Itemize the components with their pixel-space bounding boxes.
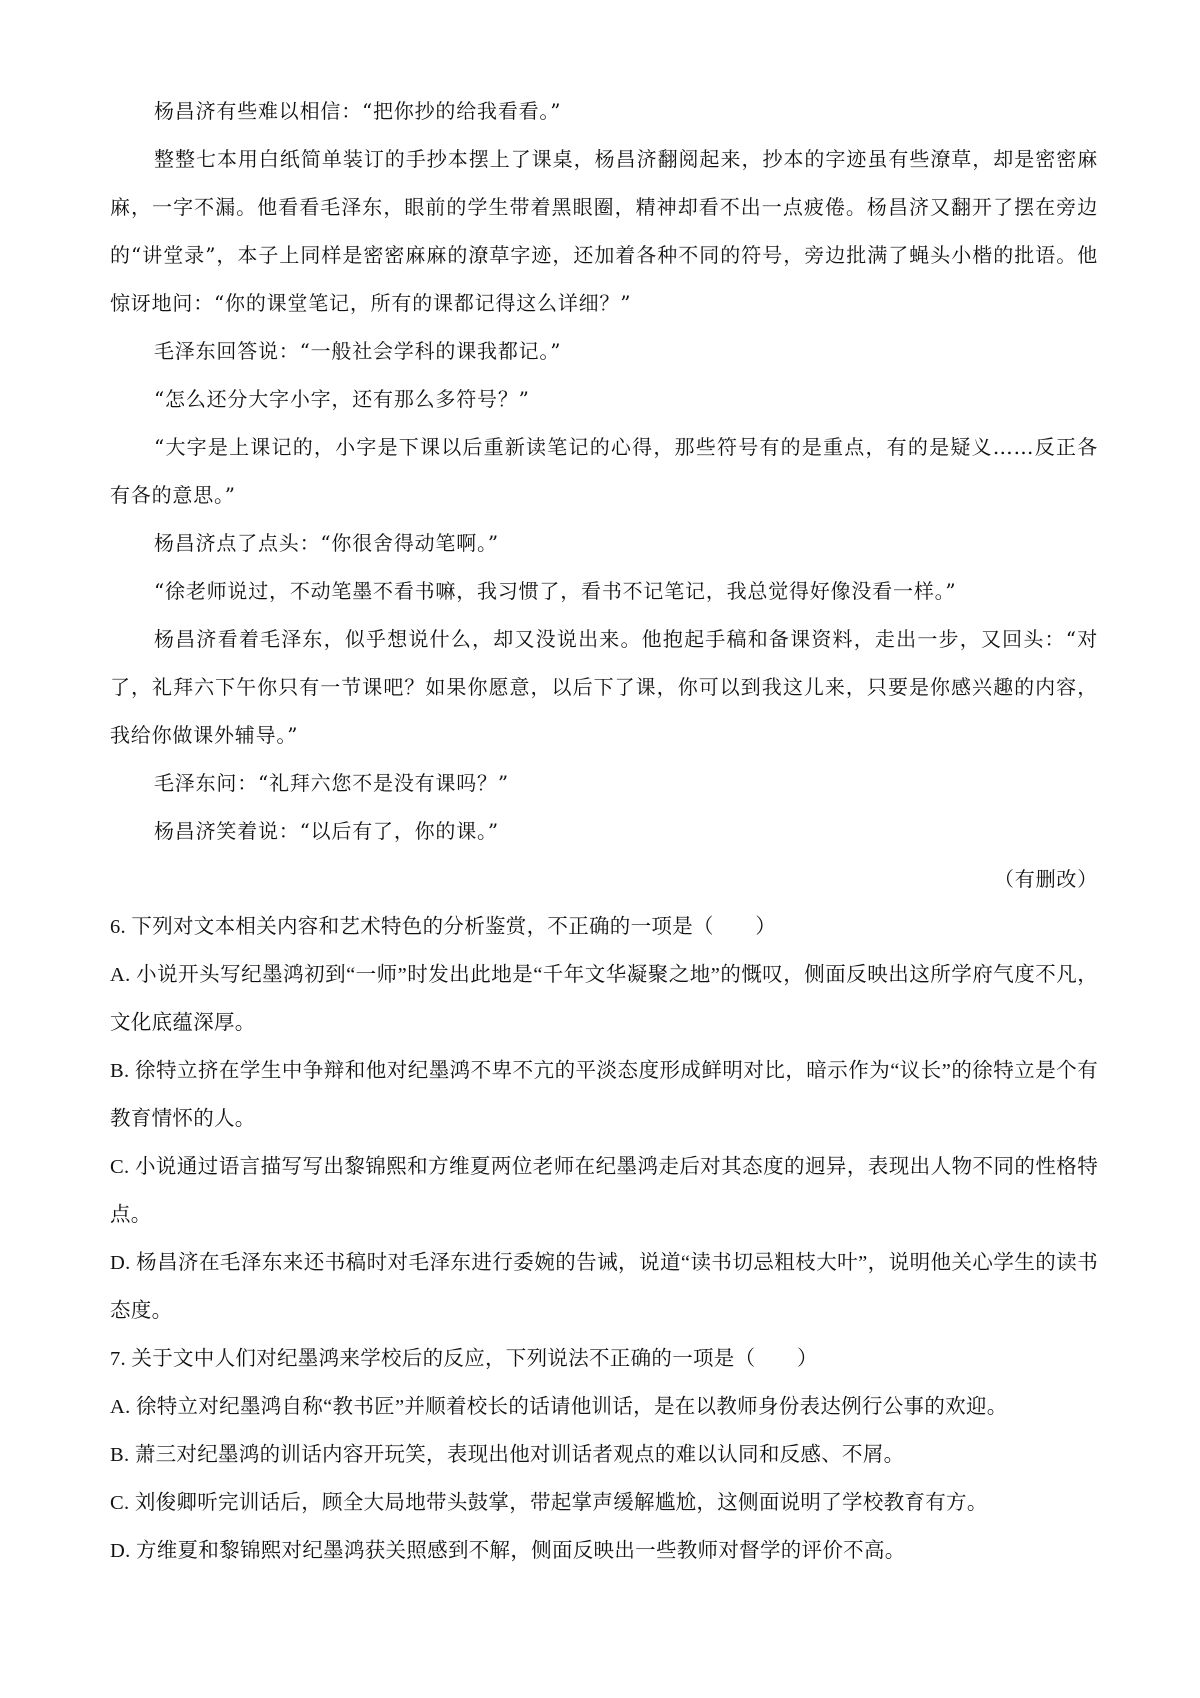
question-6 <box>110 903 1098 1335</box>
option-d: D. 方维夏和黎锦熙对纪墨鸿获关照感到不解，侧面反映出一些教师对督学的评价不高。 <box>110 1540 906 1562</box>
question-list <box>110 903 1098 1575</box>
passage-paragraph: 杨昌济有些难以相信：“把你抄的给我看看。” <box>154 99 562 123</box>
option-b: B. 萧三对纪墨鸿的训话内容开玩笑，表现出他对训话者观点的难以认同和反感、不屑。 <box>110 1444 905 1466</box>
passage-paragraph: 杨昌济看着毛泽东，似乎想说什么，却又没说出来。他抱起手稿和备课资料，走出一步，又回头：“对了，礼拜六下午你只有一节课吧？如果你愿意，以后下了课，你可以到我这儿来，只要是你感兴趣的内容，我给你做课外辅导。” <box>110 627 1098 747</box>
option-a: A. 小说开头写纪墨鸿初到“一师”时发出此地是“千年文华凝聚之地”的慨叹，侧面反映出这所学府气度不凡，文化底蕴深厚。 <box>110 964 1098 1034</box>
option-c: C. 小说通过语言描写写出黎锦熙和方维夏两位老师在纪墨鸿走后对其态度的迥异，表现出人物不同的性格特点。 <box>110 1156 1098 1226</box>
passage-paragraph: 毛泽东问：“礼拜六您不是没有课吗？” <box>154 771 509 795</box>
question-7 <box>110 1335 1098 1575</box>
option-d: D. 杨昌济在毛泽东来还书稿时对毛泽东进行委婉的告诫，说道“读书切忌粗枝大叶”，说明他关心学生的读书态度。 <box>110 1252 1098 1322</box>
passage-paragraph: “徐老师说过，不动笔墨不看书嘛，我习惯了，看书不记笔记，我总觉得好像没看一样。” <box>154 579 957 603</box>
option-b: B. 徐特立挤在学生中争辩和他对纪墨鸿不卑不亢的平淡态度形成鲜明对比，暗示作为“议长”的徐特立是个有教育情怀的人。 <box>110 1060 1098 1130</box>
passage-paragraph: 杨昌济点了点头：“你很舍得动笔啊。” <box>154 531 499 555</box>
option-a: A. 徐特立对纪墨鸿自称“教书匠”并顺着校长的话请他训话，是在以教师身份表达例行公事的欢迎。 <box>110 1396 1008 1418</box>
source-note: （有删改） <box>994 867 1098 891</box>
story-passage <box>110 87 1098 903</box>
question-stem: 7. 关于文中人们对纪墨鸿来学校后的反应，下列说法不正确的一项是（ ） <box>110 1348 818 1370</box>
option-c: C. 刘俊卿听完训话后，顾全大局地带头鼓掌，带起掌声缓解尴尬，这侧面说明了学校教育有方。 <box>110 1492 988 1514</box>
passage-paragraph: “怎么还分大字小字，还有那么多符号？” <box>154 387 530 411</box>
passage-paragraph: 杨昌济笑着说：“以后有了，你的课。” <box>154 819 499 843</box>
passage-paragraph: “大字是上课记的，小字是下课以后重新读笔记的心得，那些符号有的是重点，有的是疑义……反正各有各的意思。” <box>110 435 1098 507</box>
question-stem: 6. 下列对文本相关内容和艺术特色的分析鉴赏，不正确的一项是（ ） <box>110 916 777 938</box>
passage-paragraph: 毛泽东回答说：“一般社会学科的课我都记。” <box>154 339 562 363</box>
passage-paragraph: 整整七本用白纸简单装订的手抄本摆上了课桌，杨昌济翻阅起来，抄本的字迹虽有些潦草，却是密密麻麻，一字不漏。他看看毛泽东，眼前的学生带着黑眼圈，精神却看不出一点疲倦。杨昌济又翻开了摆在旁边的“讲堂录”，本子上同样是密密麻麻的潦草字迹，还加着各种不同的符号，旁边批满了蝇头小楷的批语。他惊讶地问：“你的课堂笔记，所有的课都记得这么详细？” <box>110 147 1098 315</box>
